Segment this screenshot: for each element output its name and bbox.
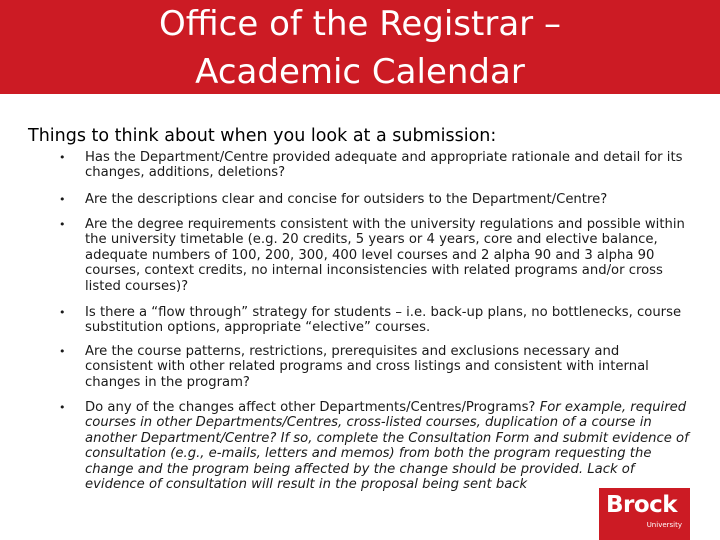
list-item (59, 305, 690, 336)
list-item-italic-text: For example, required courses in other Departments/Centres, cross-listed courses, duplication of a course in another Department/Centre? If so, complete the Consultation Form and submit evidence of consultation (e.g., e-mails, letters and memos) from both the program requesting the change and the program being affected by the change should be provided. Lack of evidence of consultation will result in the proposal being sent back (85, 400, 689, 493)
list-item-text-wrap (62, 400, 690, 492)
list-item-text: Are the descriptions clear and concise for outsiders to the Department/Centre? (85, 192, 608, 207)
list-item-text: Is there a “flow through” strategy for students – i.e. back-up plans, no bottlenecks, course substitution options, appropriate “elective” courses. (85, 305, 682, 336)
title-banner (0, 0, 720, 94)
bullet-icon: • (59, 345, 66, 358)
list-item (59, 400, 690, 493)
bullet-icon: • (59, 218, 66, 231)
bullet-icon: • (59, 193, 66, 206)
page-title-line-1: Office of the Registrar – (159, 4, 561, 44)
page-title-line-2: Academic Calendar (195, 52, 525, 92)
list-item-text: Are the course patterns, restrictions, prerequisites and exclusions necessary and consistent with other related programs and cross listings and consistent with internal changes in the program? (85, 344, 649, 390)
bullet-icon: • (59, 306, 66, 319)
list-item (59, 344, 690, 390)
list-item (59, 192, 690, 207)
section-heading: Things to think about when you look at a submission: (28, 126, 497, 146)
logo-subtitle: University (646, 521, 682, 529)
list-item-text: Do any of the changes affect other Departments/Centres/Programs? (85, 400, 536, 415)
bullet-icon: • (59, 151, 66, 164)
list-item (59, 150, 690, 181)
brock-university-logo (599, 488, 690, 540)
list-item-text: Has the Department/Centre provided adequate and appropriate rationale and detail for its changes, additions, deletions? (85, 150, 683, 181)
bullet-icon: • (59, 401, 66, 414)
list-item (59, 217, 690, 294)
list-item-text: Are the degree requirements consistent with the university regulations and possible within the university timetable (e.g. 20 credits, 5 years or 4 years, core and elective balance, adequate numbers of 100, 200, 300, 400 level courses and 2 alpha 90 and 3 alpha 90 courses, context credits, no internal inconsistencies with related programs and/or cross listed courses)? (85, 217, 685, 294)
logo-wordmark: Brock (606, 492, 678, 518)
